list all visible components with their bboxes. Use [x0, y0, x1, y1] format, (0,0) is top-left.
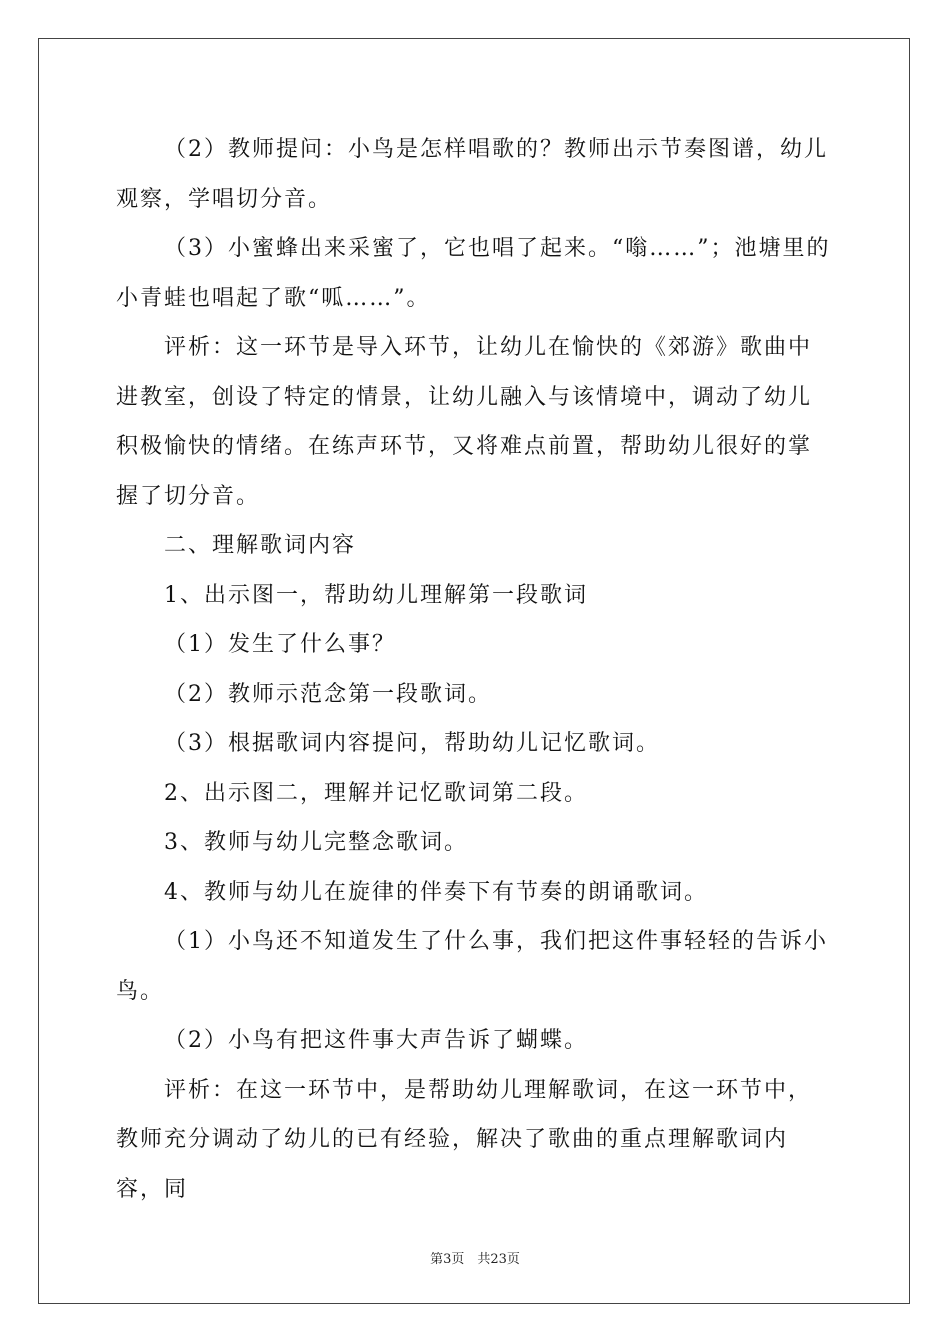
paragraph: （2）教师提问：小鸟是怎样唱歌的？教师出示节奏图谱，幼儿观察，学唱切分音。 — [116, 137, 828, 212]
section-heading: 二、理解歌词内容 — [164, 533, 357, 558]
page-number: 第3页 共23页 — [430, 1252, 520, 1267]
paragraph: （3）小蜜蜂出来采蜜了，它也唱了起来。“嗡……”；池塘里的小青蛙也唱起了歌“呱……”。 — [116, 236, 831, 311]
paragraph: 评析：这一环节是导入环节，让幼儿在愉快的《郊游》歌曲中进教室，创设了特定的情景，让幼儿融入与该情境中，调动了幼儿积极愉快的情绪。在练声环节，又将难点前置，帮助幼儿很好的掌握了切分音。 — [116, 335, 813, 509]
paragraph: 评析：在这一环节中，是帮助幼儿理解歌词，在这一环节中，教师充分调动了幼儿的已有经验，解决了歌曲的重点理解歌词内容，同 — [116, 1077, 813, 1202]
paragraph: 1、出示图一，帮助幼儿理解第一段歌词 — [164, 582, 588, 608]
paragraph: （1）小鸟还不知道发生了什么事，我们把这件事轻轻的告诉小鸟。 — [116, 929, 828, 1004]
paragraph: （3）根据歌词内容提问，帮助幼儿记忆歌词。 — [164, 731, 660, 756]
paragraph: （2）小鸟有把这件事大声告诉了蝴蝶。 — [164, 1028, 588, 1053]
paragraph: （1）发生了什么事？ — [164, 632, 396, 657]
document-body — [116, 125, 834, 1214]
paragraph: 4、教师与幼儿在旋律的伴奏下有节奏的朗诵歌词。 — [164, 879, 708, 905]
paragraph: 2、出示图二，理解并记忆歌词第二段。 — [164, 780, 588, 806]
paragraph: （2）教师示范念第一段歌词。 — [164, 681, 492, 707]
paragraph: 3、教师与幼儿完整念歌词。 — [164, 830, 468, 855]
